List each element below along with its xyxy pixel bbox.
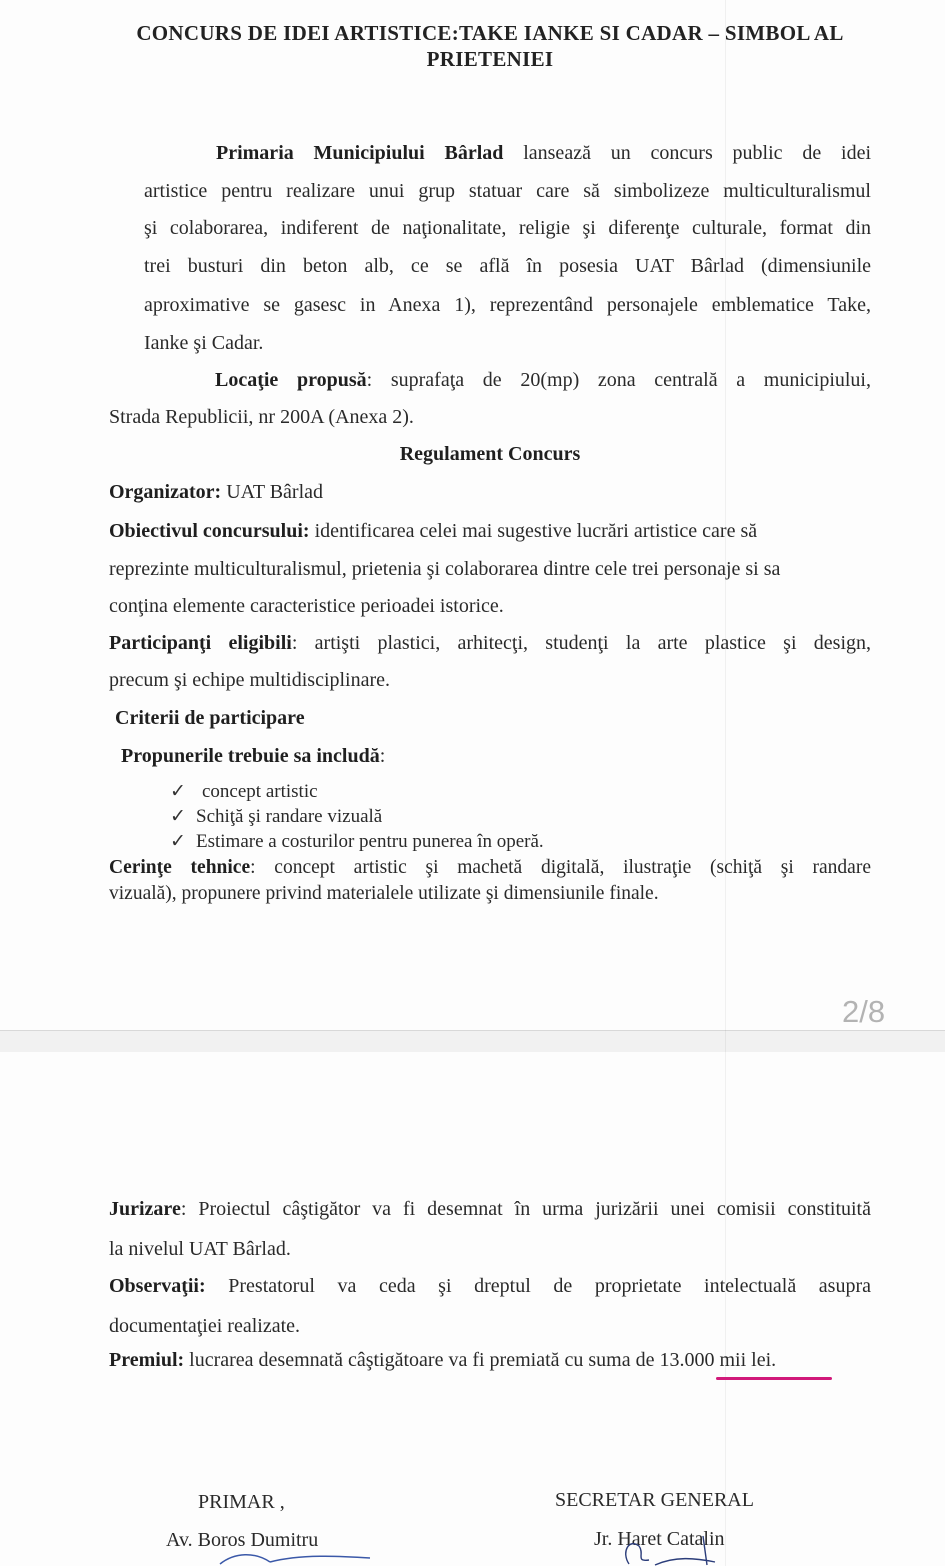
requirements-line-2: vizuală), propunere privind materialele utilizate şi dimensiunile finale. xyxy=(109,883,659,904)
regulation-heading-text: Regulament Concurs xyxy=(399,443,581,465)
checklist-item-text: concept artistic xyxy=(202,781,318,802)
judging-line-1 xyxy=(109,1197,871,1221)
judging-line-1-text: : Proiectul câştigător va fi desemnat în urma jurizării unei comisii constituită xyxy=(180,1198,871,1220)
objective-line-1 xyxy=(109,519,757,543)
organizer-line xyxy=(109,480,323,504)
requirements-line-1-text: : concept artistic şi machetă digitală, ilustraţie (schiţă şi randare xyxy=(250,857,871,878)
objective-label: Obiectivul concursului: xyxy=(109,520,310,542)
intro-line-2: artistice pentru realizare unui grup statuar care să simbolizeze multiculturalismul xyxy=(144,180,871,202)
document-page-2 xyxy=(0,1052,945,1566)
organizer-label: Organizator: xyxy=(109,481,222,503)
objective-line-2: reprezinte multiculturalismul, prietenia şi colaborarea dintre cele trei personaje si sa xyxy=(109,558,781,580)
objective-line-3: conţina elemente caracteristice perioadei istorice. xyxy=(109,595,504,617)
proposals-label: Propunerile trebuie sa includă xyxy=(121,745,380,767)
secretary-signature xyxy=(615,1532,725,1566)
prize-text: lucrarea desemnată câştigătoare va fi premiată cu suma de 13.000 mii lei. xyxy=(184,1349,777,1371)
page-separator xyxy=(0,1030,945,1054)
check-icon: ✓ xyxy=(170,831,186,852)
page-indicator: 2/8 xyxy=(842,994,886,1029)
requirements-label: Cerinţe tehnice xyxy=(109,857,251,878)
check-icon: ✓ xyxy=(170,806,186,827)
secretary-title: SECRETAR GENERAL xyxy=(555,1489,754,1511)
intro-line-6: Ianke şi Cadar. xyxy=(144,332,264,354)
proposals-line xyxy=(121,744,385,768)
judging-line-2: la nivelul UAT Bârlad. xyxy=(109,1238,291,1260)
participants-label: Participanţi eligibili xyxy=(109,632,292,654)
secretary-name: Jr. Haret Catalin xyxy=(594,1528,725,1550)
criteria-heading-text: Criterii de participare xyxy=(115,707,305,729)
checklist-item-text: Schiţă şi randare vizuală xyxy=(196,806,383,827)
document-title-line-1: CONCURS DE IDEI ARTISTICE:TAKE IANKE SI CADAR – SIMBOL AL xyxy=(136,21,844,45)
intro-line-4: trei busturi din beton alb, ce se află în posesia UAT Bârlad (dimensiunile xyxy=(144,255,871,277)
prize-label: Premiul: xyxy=(109,1349,185,1371)
intro-line-3: şi colaborarea, indiferent de naţionalitate, religie şi diferenţe culturale, format din xyxy=(144,217,871,239)
intro-line-5: aproximative se gasesc in Anexa 1), reprezentând personajele emblematice Take, xyxy=(144,294,871,316)
mayor-title: PRIMAR , xyxy=(198,1491,285,1513)
checklist-item xyxy=(170,806,382,828)
document-title-line-2: PRIETENIEI xyxy=(426,47,554,71)
observations-label: Observaţii: xyxy=(109,1275,206,1297)
mayor-signature xyxy=(210,1548,380,1566)
location-line-1-text: : suprafaţa de 20(mp) zona centrală a municipiului, xyxy=(366,369,871,391)
observations-line-1-text: Prestatorul va ceda şi dreptul de proprietate intelectuală asupra xyxy=(205,1275,871,1297)
mayor-name: Av. Boros Dumitru xyxy=(166,1529,319,1551)
observations-line-2: documentaţiei realizate. xyxy=(109,1315,301,1337)
location-line-1 xyxy=(215,368,871,392)
criteria-heading xyxy=(115,706,305,730)
participants-line-1 xyxy=(109,631,871,655)
intro-lead: Primaria Municipiului Bârlad xyxy=(216,142,504,164)
checklist-item-text: Estimare a costurilor pentru punerea în operă. xyxy=(196,831,544,852)
organizer-value: UAT Bârlad xyxy=(221,481,324,503)
observations-line-1 xyxy=(109,1274,871,1298)
requirements-line-1 xyxy=(109,856,871,880)
regulation-heading xyxy=(110,442,870,466)
prize-amount-highlight xyxy=(716,1377,832,1380)
proposals-colon: : xyxy=(379,745,386,767)
judging-label: Jurizare xyxy=(109,1198,181,1220)
location-line-2: Strada Republicii, nr 200A (Anexa 2). xyxy=(109,406,414,428)
location-label: Locaţie propusă xyxy=(215,369,367,391)
participants-line-2: precum şi echipe multidisciplinare. xyxy=(109,669,391,691)
intro-line-1 xyxy=(216,141,871,165)
checklist-item xyxy=(170,781,318,803)
participants-line-1-text: : artişti plastici, arhitecţi, studenţi la arte plastice şi design, xyxy=(291,632,872,654)
intro-line-1-text: lansează un concurs public de idei xyxy=(523,142,872,164)
check-icon: ✓ xyxy=(170,781,186,802)
checklist-item xyxy=(170,831,544,853)
objective-line-1-text: identificarea celei mai sugestive lucrări artistice care să xyxy=(309,520,758,542)
prize-line xyxy=(109,1348,776,1372)
